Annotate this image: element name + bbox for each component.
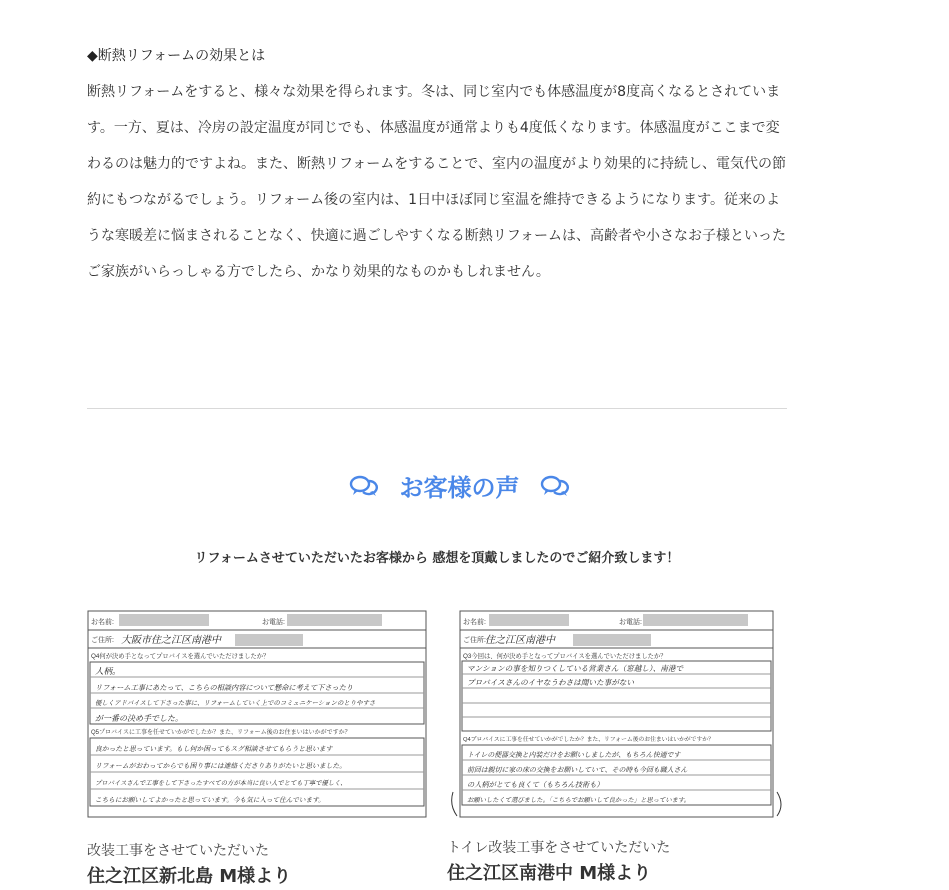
testimonial-caption-name: 住之江区新北島 M様より <box>87 866 292 887</box>
redacted-name <box>119 614 209 626</box>
customer-voice-title <box>0 468 919 503</box>
survey-form-image <box>87 610 427 818</box>
answer-line: 前回は親切に家の床の交換をお願いしていて、その時も今回も職人さん <box>467 767 688 774</box>
answer-line: こちらにお願いしてよかったと思っています。今も気に入って住んでいます。 <box>95 797 325 804</box>
answer-line: の人柄がとても良くて（もちろん技術も） <box>467 780 604 789</box>
phone-label: お電話: <box>619 619 642 626</box>
name-label: お名前: <box>463 619 486 626</box>
article-paragraph: 断熱リフォームをすると、様々な効果を得られます。冬は、同じ室内でも体感温度が8度高くなるとされています。一方、夏は、冷房の設定温度が同じでも、体感温度が通常よりも4度低くなります。体感温度がここまで変わるのは魅力的ですよね。また、断熱リフォームをすることで、室内の温度がより効果的に持続し、電気代の節約にもつながるでしょう。リフォーム後の室内は、1日中ほぼ同じ室温を維持できるようになります。従来のような寒暖差に悩まされることなく、快適に過ごしやすくなる断熱リフォームは、高齢者や小さなお子様といったご家族がいらっしゃる方でしたら、かなり効果的なものかもしれません。 <box>87 84 787 280</box>
address-label: ご住所: <box>91 637 114 644</box>
address-label: ご住所: <box>463 637 486 644</box>
question-5: Q5プロバイスに工事を任せていかがでしたか？また、リフォーム後のお住まいはいかがですか？ <box>91 730 351 736</box>
answer-line: お願いしたくて選びました。「こちらでお願いして良かった」と思っています。 <box>467 797 690 804</box>
redacted-name <box>489 614 569 626</box>
redacted-phone <box>643 614 748 626</box>
customer-voice-subtitle: リフォームさせていただいたお客様から 感想を頂戴しましたのでご紹介致します！ <box>194 551 680 566</box>
testimonial-caption-small: 改装工事をさせていただいた <box>87 843 269 859</box>
address-handwriting: 大阪市住之江区南港中 <box>121 635 221 646</box>
name-label: お名前: <box>91 619 114 626</box>
redacted-address <box>235 634 303 646</box>
answer-line: リフォーム工事にあたって、こちらの相談内容について懸命に考えて下さったり <box>95 683 354 692</box>
survey-form-image <box>447 610 787 818</box>
speech-bubble-icon <box>540 475 570 497</box>
question-4: Q4何が決め手となってプロバイスを選んでいただけましたか？ <box>91 653 270 660</box>
question-4: Q4プロバイスに工事を任せていかがでしたか？また、リフォーム後のお住まいはいかがですか？ <box>463 737 714 743</box>
testimonial-card <box>447 610 787 884</box>
redacted-phone <box>287 614 382 626</box>
testimonial-card <box>87 610 427 887</box>
answer-line: 人柄。 <box>95 666 121 676</box>
section-divider <box>87 408 787 409</box>
answer-line: プロバイスさんのイヤなうわさは聞いた事がない <box>467 678 634 687</box>
speech-bubble-icon <box>349 475 379 497</box>
answer-line: が一番の決め手でした。 <box>95 714 183 723</box>
section-heading: ◆断熱リフォームの効果とは <box>87 48 266 64</box>
answer-line: マンションの事を知りつくしている営業さん（窓越し）、南港で <box>467 664 684 673</box>
testimonial-caption-name: 住之江区南港中 M様より <box>447 863 652 884</box>
answer-line: 優しくアドバイスして下さった事に、リフォームしていく上でのコミュニケーションのとりやすさ <box>95 700 376 707</box>
question-3: Q3今回は、何が決め手となってプロバイスを選んでいただけましたか？ <box>463 653 667 660</box>
customer-voice-title-text: お客様の声 <box>399 474 520 502</box>
answer-line: 良かったと思っています。もし何か困ってもスグ相談させてもらうと思います <box>95 746 333 753</box>
phone-label: お電話: <box>262 619 285 626</box>
answer-line: プロバイスさんで工事をして下さったすべての方が本当に良い人でとても丁寧で優しく、 <box>95 780 347 787</box>
testimonial-caption-small: トイレ改装工事をさせていただいた <box>447 840 671 856</box>
redacted-address <box>573 634 651 646</box>
answer-line: トイレの便器交換と内装だけをお願いしましたが、もちろん快適です <box>467 752 681 759</box>
address-handwriting: 住之江区南港中 <box>485 635 555 646</box>
answer-line: リフォームがおわってからでも困り事には連絡くださりありがたいと思いました。 <box>95 763 347 770</box>
